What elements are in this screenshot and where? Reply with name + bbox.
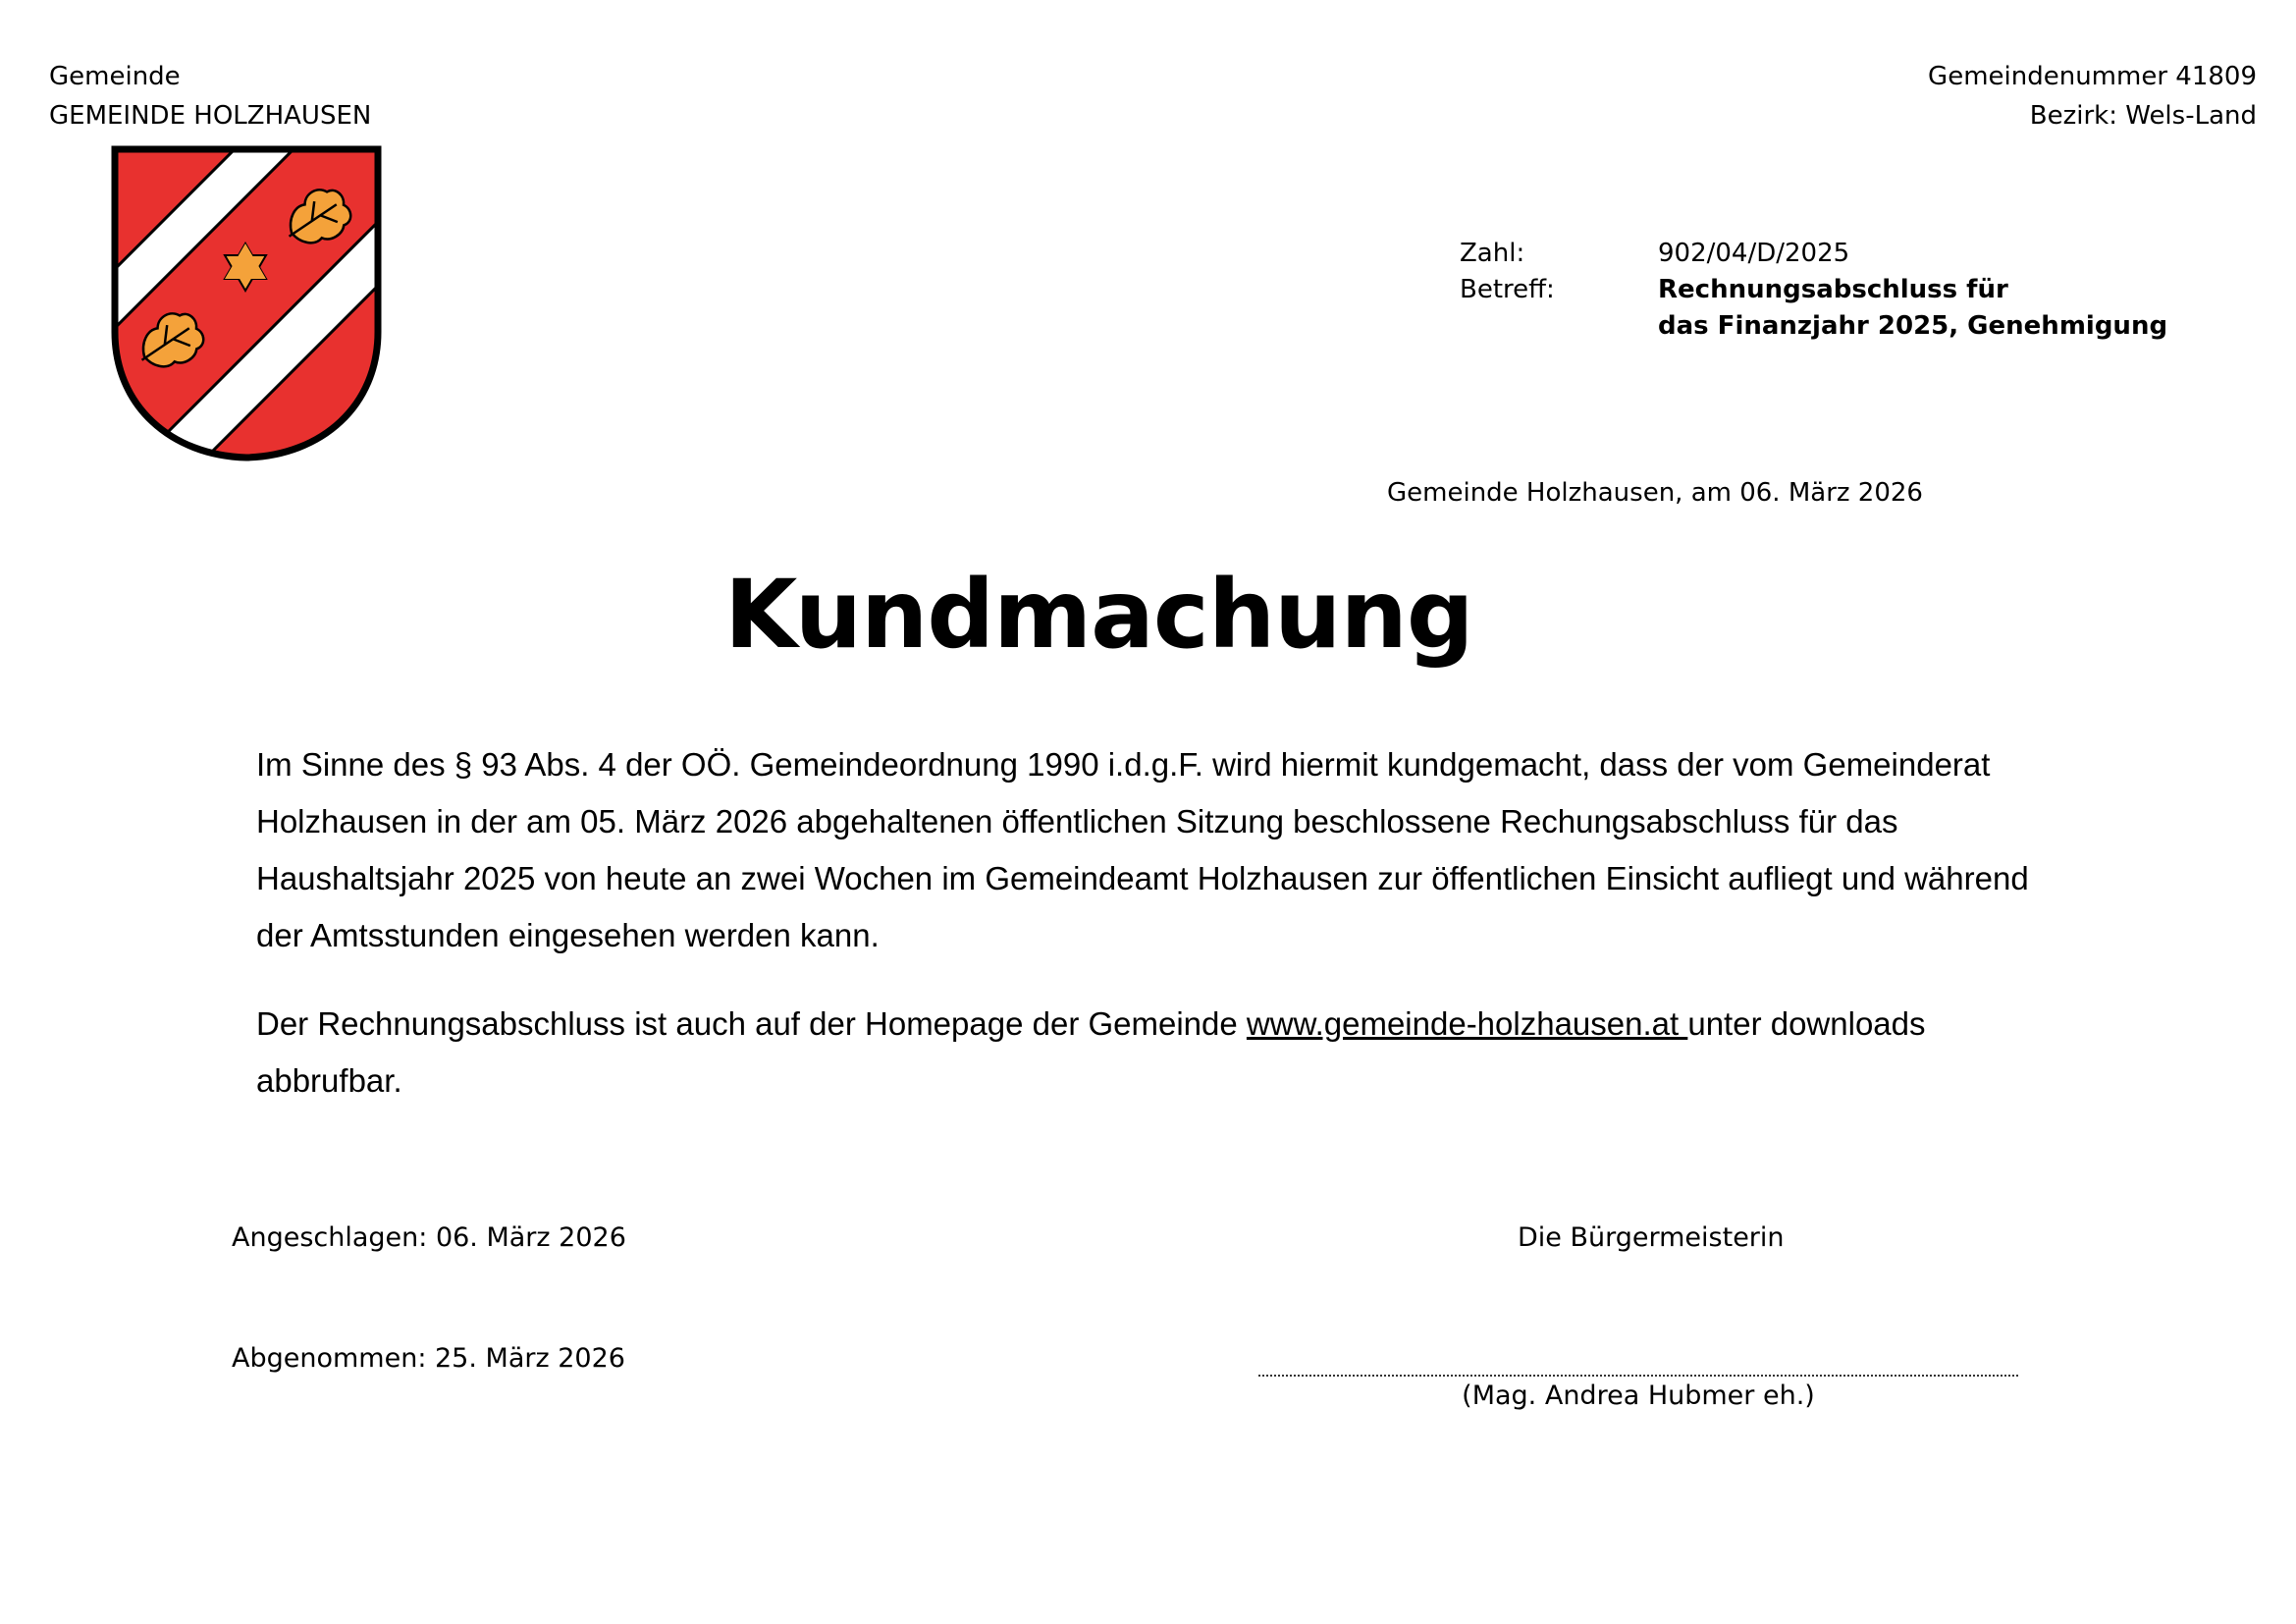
subject-row xyxy=(1460,272,2167,345)
municipality-number: Gemeindenummer 41809 xyxy=(1928,62,2257,91)
subject-line-2: das Finanzjahr 2025, Genehmigung xyxy=(1658,311,2168,341)
body-paragraph-2 xyxy=(256,996,2072,1110)
subject-label: Betreff: xyxy=(1460,275,1555,304)
municipality-header xyxy=(49,57,371,135)
mayor-name: (Mag. Andrea Hubmer eh.) xyxy=(1462,1380,1815,1411)
municipality-name: GEMEINDE HOLZHAUSEN xyxy=(49,101,372,131)
subject-value xyxy=(1658,272,2167,345)
paragraph-2-text-end: unter downloads abbrufbar. xyxy=(256,1005,1926,1099)
place-date: Gemeinde Holzhausen, am 06. März 2026 xyxy=(1387,478,1923,508)
subject-line-1: Rechnungsabschluss für xyxy=(1658,275,2008,304)
municipality-label: Gemeinde xyxy=(49,62,181,91)
reference-value: 902/04/D/2025 xyxy=(1658,239,1850,268)
announcement-body xyxy=(256,736,2072,1141)
reference-label: Zahl: xyxy=(1460,239,1525,268)
mayor-title: Die Bürgermeisterin xyxy=(1518,1222,1785,1253)
municipality-info xyxy=(1928,57,2257,135)
posted-date: Angeschlagen: 06. März 2026 xyxy=(232,1222,626,1253)
reference-row xyxy=(1460,236,2167,272)
coat-of-arms xyxy=(111,145,382,461)
homepage-link[interactable]: www.gemeinde-holzhausen.at xyxy=(1246,1005,1688,1042)
document-meta xyxy=(1460,236,2167,345)
district: Bezirk: Wels-Land xyxy=(2029,101,2257,131)
body-paragraph-1: Im Sinne des § 93 Abs. 4 der OÖ. Gemeindeordnung 1990 i.d.g.F. wird hiermit kundgemacht, dass der vom Gemeinderat Holzhausen in der am 05. März 2026 abgehaltenen öffentlichen Sitzung beschlossene Rechungsabschluss für das Haushaltsjahr 2025 von heute an zwei Wochen im Gemeindeamt Holzhausen zur öffentlichen Einsicht aufliegt und während der Amtsstunden eingesehen werden kann. xyxy=(256,746,2029,953)
removed-date: Abgenommen: 25. März 2026 xyxy=(232,1343,625,1374)
paragraph-2-text: Der Rechnungsabschluss ist auch auf der Homepage der Gemeinde xyxy=(256,1005,1247,1042)
page-title: Kundmachung xyxy=(724,560,1473,670)
